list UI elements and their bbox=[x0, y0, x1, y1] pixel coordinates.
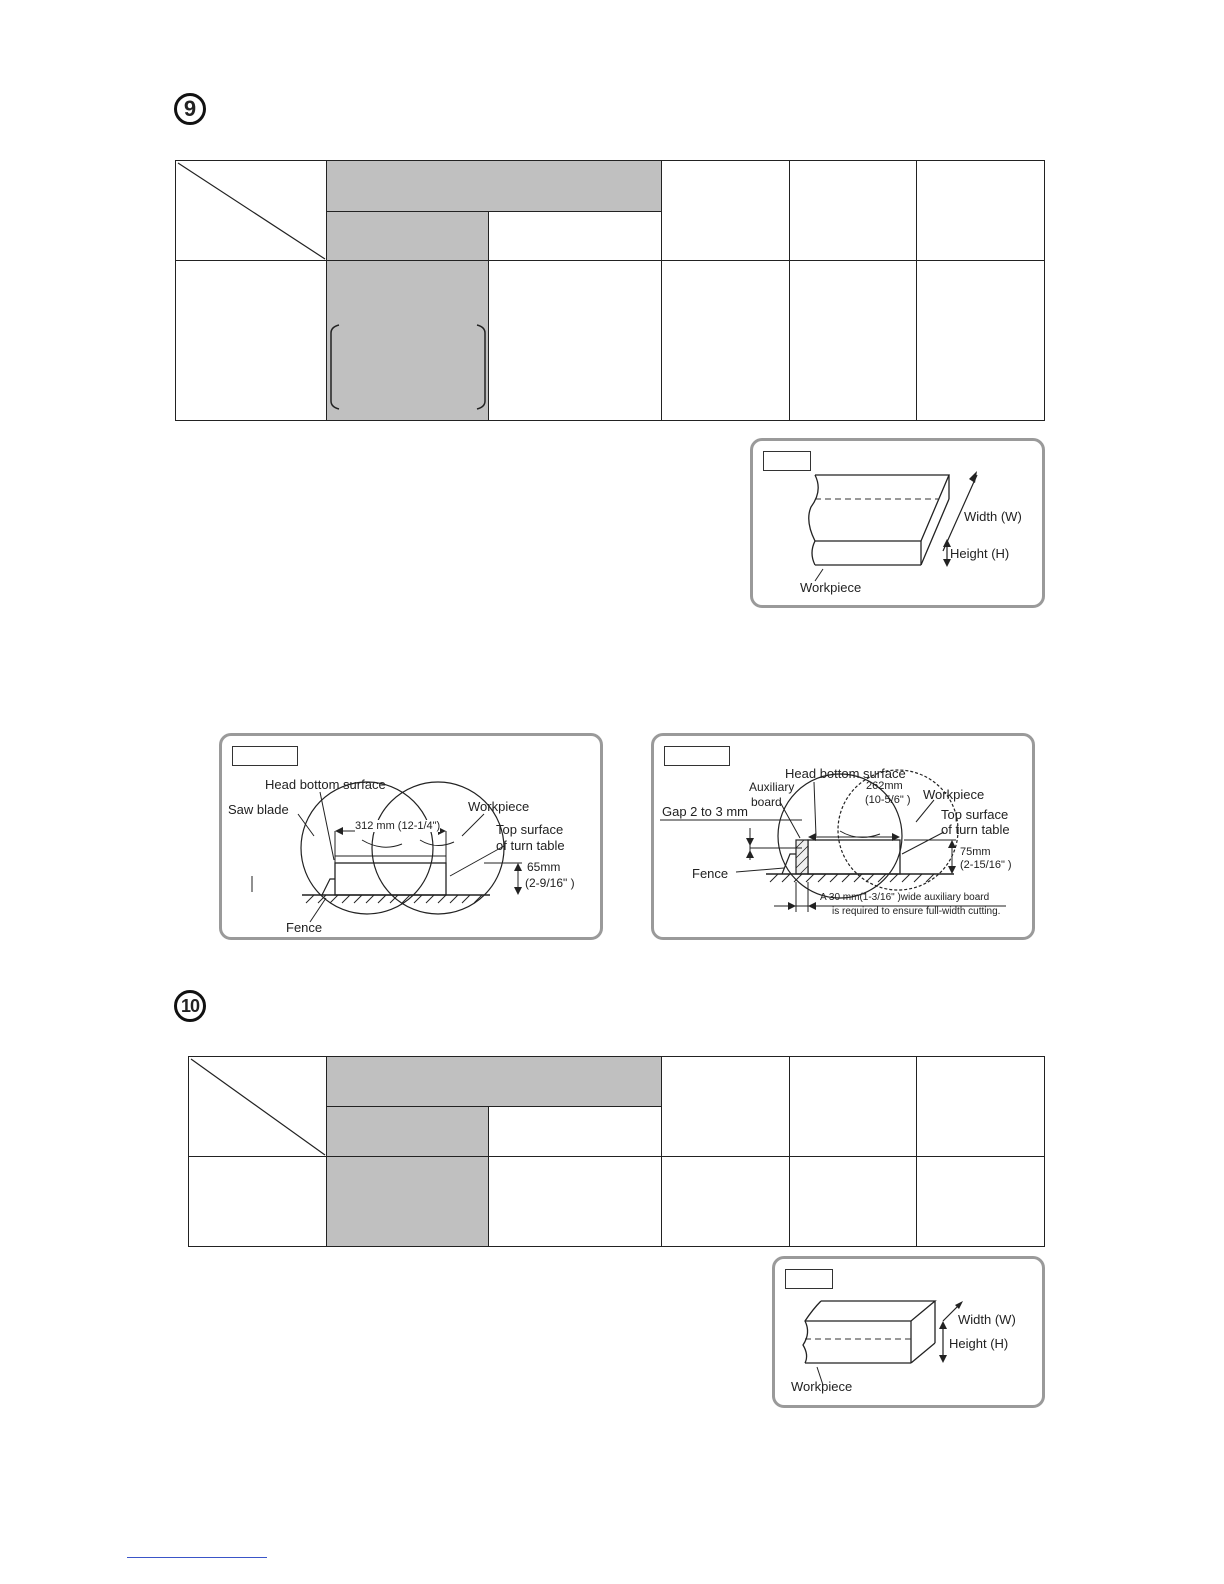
workpiece-label: Workpiece bbox=[923, 787, 985, 802]
top-surface-line1: Top surface bbox=[941, 807, 1009, 822]
width-label: Width (W) bbox=[958, 1312, 1016, 1327]
fence-label: Fence bbox=[692, 866, 729, 881]
figure-9c bbox=[651, 733, 1035, 940]
table-10-header-group bbox=[326, 1056, 662, 1107]
table-10-cell-1 bbox=[326, 1156, 489, 1247]
table-9-header-group bbox=[326, 160, 662, 212]
table-9-header-3 bbox=[661, 160, 790, 261]
figure-9a bbox=[750, 438, 1045, 608]
table-9-cell-3 bbox=[661, 260, 790, 421]
auxiliary-line2: board bbox=[751, 795, 782, 809]
top-surface-line2: of turn table bbox=[941, 822, 1010, 837]
head-bottom-label: Head bottom surface bbox=[785, 766, 906, 781]
section-9-number-text: 9 bbox=[183, 96, 197, 121]
diagonal-line bbox=[189, 1057, 326, 1156]
head-bottom-label: Head bottom surface bbox=[265, 777, 386, 792]
height-dimension-line2: (2-9/16" ) bbox=[525, 876, 575, 890]
height-label: Height (H) bbox=[950, 546, 1010, 561]
height-dimension-line2: (2-15/16" ) bbox=[960, 859, 1012, 871]
bracket-marks bbox=[327, 261, 488, 420]
width-label: Width (W) bbox=[964, 509, 1022, 524]
note-line2: is required to ensure full-width cutting. bbox=[832, 906, 1001, 917]
table-9-cell-1 bbox=[326, 260, 489, 421]
table-10-header-3 bbox=[661, 1056, 790, 1157]
top-surface-line2: of turn table bbox=[496, 838, 565, 853]
auxiliary-line1: Auxiliary bbox=[749, 780, 795, 794]
saw-blade-label: Saw blade bbox=[228, 802, 289, 817]
footer-rule bbox=[127, 1557, 267, 1558]
table-10-cell-5 bbox=[916, 1156, 1045, 1247]
table-9-subheader-1 bbox=[326, 211, 489, 261]
table-10-cell-2 bbox=[488, 1156, 662, 1247]
table-9-corner-cell bbox=[175, 160, 327, 261]
workpiece-label: Workpiece bbox=[468, 799, 530, 814]
table-10-cell-3 bbox=[661, 1156, 790, 1247]
note-line1: A 30 mm(1-3/16" )wide auxiliary board bbox=[820, 892, 990, 903]
gap-label: Gap 2 to 3 mm bbox=[662, 804, 748, 819]
workpiece-label: Workpiece bbox=[791, 1379, 853, 1394]
top-surface-line1: Top surface bbox=[496, 822, 564, 837]
height-dimension-line1: 75mm bbox=[960, 846, 991, 858]
table-10-subheader-1 bbox=[326, 1106, 489, 1157]
figure-9b bbox=[219, 733, 603, 940]
table-10-cell-4 bbox=[789, 1156, 917, 1247]
table-9-subheader-2 bbox=[488, 211, 662, 261]
table-9-header-4 bbox=[789, 160, 917, 261]
table-10-corner-cell bbox=[188, 1056, 327, 1157]
table-10-row-label bbox=[188, 1156, 327, 1247]
diagonal-line bbox=[176, 161, 326, 260]
width-dimension-line1: 262mm bbox=[866, 780, 903, 792]
workpiece-label: Workpiece bbox=[800, 580, 862, 595]
section-9-number bbox=[174, 93, 206, 125]
figure-10a bbox=[772, 1256, 1045, 1408]
table-9-header-5 bbox=[916, 160, 1045, 261]
fence-label: Fence bbox=[286, 920, 323, 935]
table-9-row-label bbox=[175, 260, 327, 421]
width-dimension: 312 mm (12-1/4") bbox=[355, 820, 441, 832]
table-9-cell-2 bbox=[488, 260, 662, 421]
width-dimension-line2: (10-5/6" ) bbox=[865, 794, 911, 806]
height-label: Height (H) bbox=[949, 1336, 1009, 1351]
section-10-number-text: 10 bbox=[180, 995, 200, 1016]
table-9-cell-4 bbox=[789, 260, 917, 421]
table-10-header-4 bbox=[789, 1056, 917, 1157]
height-dimension-line1: 65mm bbox=[527, 860, 561, 874]
table-10-header-5 bbox=[916, 1056, 1045, 1157]
table-9-cell-5 bbox=[916, 260, 1045, 421]
section-10-number bbox=[174, 990, 206, 1022]
table-10-subheader-2 bbox=[488, 1106, 662, 1157]
